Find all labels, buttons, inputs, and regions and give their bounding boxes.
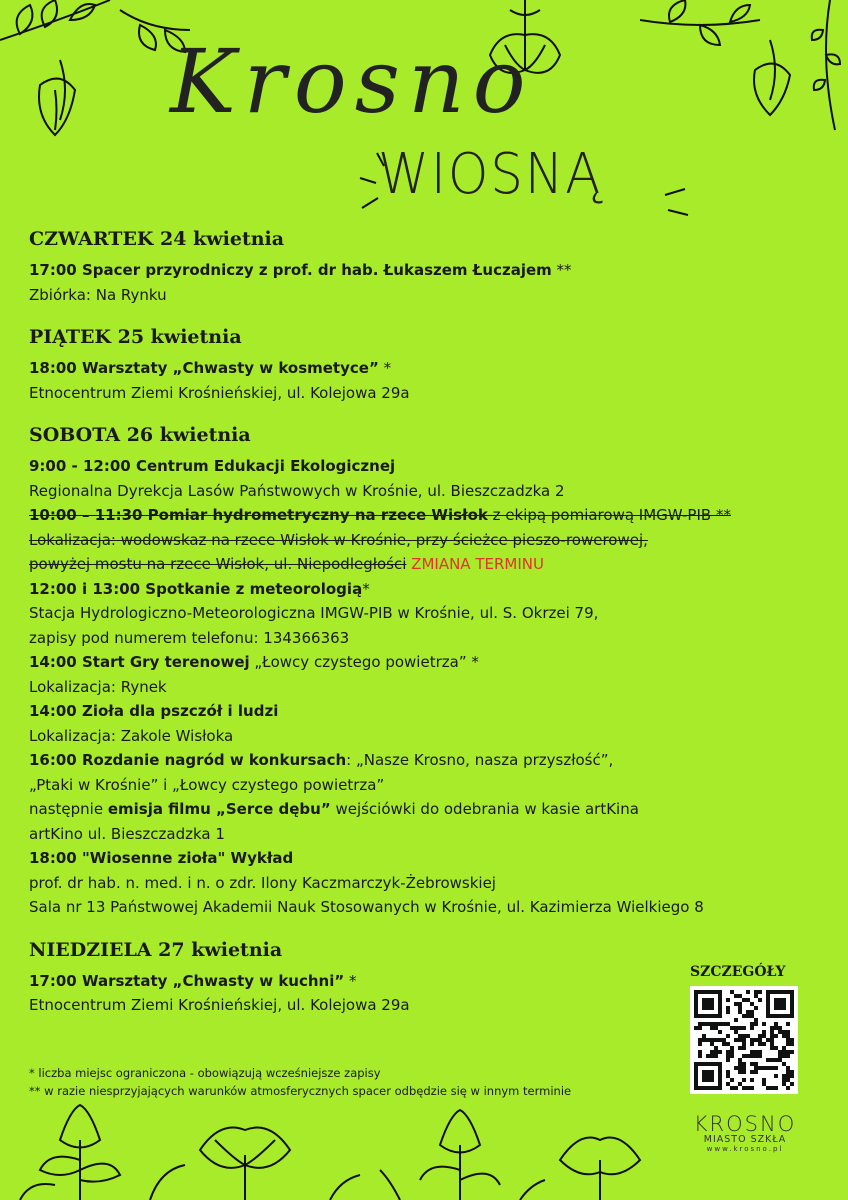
event-text: emisja filmu „Serce dębu” [107,800,331,818]
event-text: artKino ul. Bieszczadzka 1 [29,824,225,843]
details-label: SZCZEGÓŁY [690,964,786,980]
event-line [29,650,829,675]
event-line [29,675,829,700]
event-line [29,577,829,602]
event-line [29,552,829,577]
day-heading: PIĄTEK 25 kwietnia [29,326,242,348]
event-line [29,699,829,724]
event-text: * [378,359,392,377]
footnote-weather: ** w razie niesprzyjających warunków atmosferycznych spacer odbędzie się w innym terminie [29,1084,572,1098]
event-text: Sala nr 13 Państwowej Akademii Nauk Stosowanych w Krośnie, ul. Kazimierza Wielkiego 8 [29,898,704,916]
event-text: 10:00 – 11:30 Pomiar hydrometryczny na rzece Wisłok [29,506,488,524]
event-text: z ekipą pomiarową IMGW-PIB ** [487,506,731,524]
event-text: Regionalna Dyrekcja Lasów Państwowych w Krośnie, ul. Bieszczadzka 2 [29,481,565,500]
footnotes [29,1064,571,1100]
event-line [29,871,829,896]
event-text: * [362,579,370,598]
sparkle-lines-right-icon [660,185,700,225]
event-text: : „Nasze Krosno, nasza przyszłość”, [346,751,614,769]
event-text: 18:00 Warsztaty „Chwasty w kosmetyce” [29,359,379,377]
event-line [29,528,829,553]
event-schedule [29,228,829,1037]
event-text: zapisy pod numerem telefonu: 134366363 [29,628,350,647]
event-line [29,797,829,822]
event-line [29,283,829,308]
event-text: 17:00 Warsztaty „Chwasty w kuchni” [29,971,345,990]
krosno-logo [690,1112,800,1153]
event-text: Etnocentrum Ziemi Krośnieńskiej, ul. Kolejowa 29a [29,383,410,402]
event-line [29,748,829,773]
day-section [29,424,829,920]
event-line [29,503,829,528]
event-text: Stacja Hydrologiczno-Meteorologiczna IMGW-PIB w Krośnie, ul. S. Okrzei 79, [29,604,599,622]
event-text: Lokalizacja: Zakole Wisłoka [29,726,234,745]
event-line [29,626,829,651]
page-subtitle: WIOSNĄ [378,142,603,207]
event-text: 12:00 i 13:00 Spotkanie z meteorologią [29,579,363,598]
event-text: ** [551,261,572,279]
event-line [29,846,829,871]
event-line [29,381,829,406]
qr-code-icon[interactable] [690,986,798,1094]
event-text: Zbiórka: Na Rynku [29,285,167,304]
event-line [29,601,829,626]
event-line [29,258,829,283]
event-text: „Łowcy czystego powietrza” * [249,653,479,671]
leaf-branch-top-right-icon [640,0,848,140]
logo-url-text: www.krosno.pl [706,1145,784,1153]
event-text: następnie [29,800,108,818]
event-text: Lokalizacja: Rynek [29,677,167,696]
page-title: Krosno [170,30,534,133]
event-line [29,773,829,798]
event-line [29,895,829,920]
event-line [29,479,829,504]
event-line [29,356,829,381]
event-text: Lokalizacja: wodowskaz na rzece Wisłok w Krośnie, przy ścieżce pieszo-rowerowej, [29,530,648,549]
event-text: 9:00 - 12:00 Centrum Edukacji Ekologicznej [29,457,396,475]
logo-sub-text: MIASTO SZKŁA [703,1134,787,1145]
event-text: powyżej mostu na rzece Wisłok, ul. Niepodległości [29,555,407,573]
event-line [29,822,829,847]
event-text: 14:00 Start Gry terenowej [29,653,250,671]
footnote-seats: * liczba miejsc ograniczona - obowiązują wcześniejsze zapisy [29,1066,381,1080]
event-text: „Ptaki w Krośnie” i „Łowcy czystego powietrza” [29,775,385,794]
event-text: Etnocentrum Ziemi Krośnieńskiej, ul. Kolejowa 29a [29,996,410,1014]
event-text: 16:00 Rozdanie nagród w konkursach [29,751,347,769]
event-text: * [344,971,357,990]
event-text: 17:00 Spacer przyrodniczy z prof. dr hab. Łukaszem Łuczajem [29,261,552,279]
logo-main-text: KROSNO [693,1112,797,1136]
event-text: wejściówki do odebrania w kasie artKina [330,800,639,818]
day-section [29,228,829,307]
event-line [29,724,829,749]
day-section [29,326,829,405]
day-heading: SOBOTA 26 kwietnia [29,424,251,446]
event-line [29,454,829,479]
event-text: 18:00 "Wiosenne zioła" Wykład [29,849,294,867]
day-heading: CZWARTEK 24 kwietnia [29,228,285,250]
day-heading: NIEDZIELA 27 kwietnia [29,938,283,961]
event-text: prof. dr hab. n. med. i n. o zdr. Ilony Kaczmarczyk-Żebrowskiej [29,873,496,892]
event-text: 14:00 Zioła dla pszczół i ludzi [29,702,279,720]
change-notice: ZMIANA TERMINU [406,555,544,573]
